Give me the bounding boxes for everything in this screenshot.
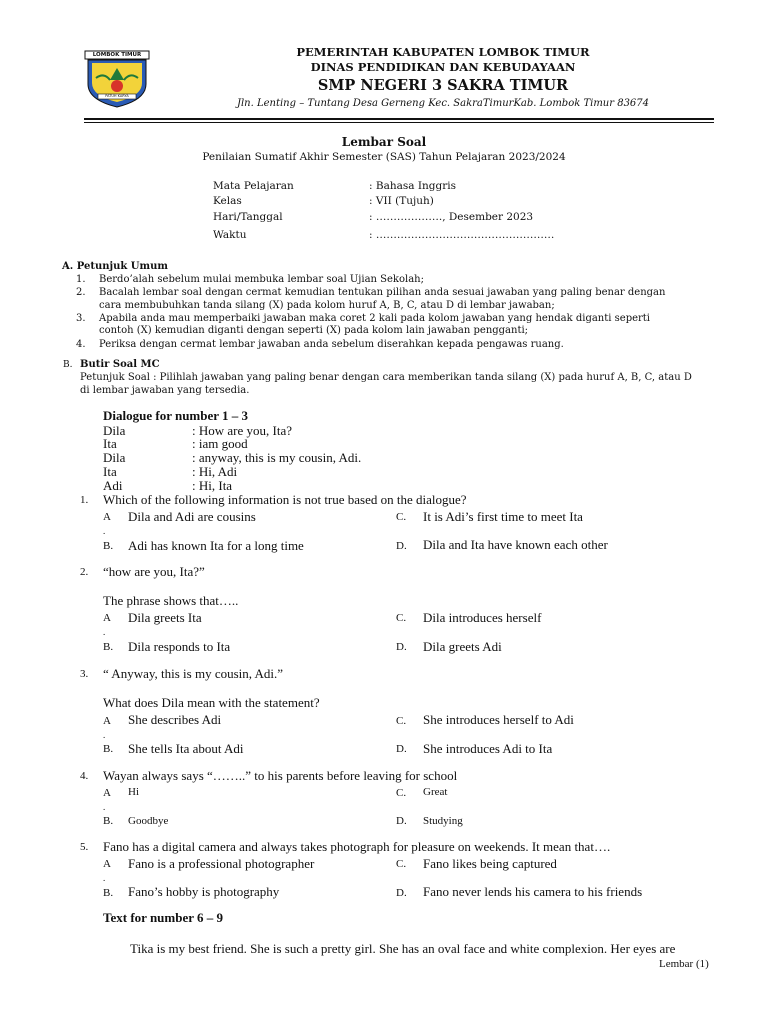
option-dot: .	[103, 873, 106, 883]
department-name: DINAS PENDIDIKAN DAN KEBUDAYAAN	[310, 60, 576, 74]
instruction-text: cara membubuhkan tanda silang (X) pada kolom huruf A, B, C, atau D di lembar jawaban;	[99, 300, 555, 311]
dialogue-speaker: Dila	[103, 450, 126, 465]
info-value: : ……………………………………………	[369, 229, 555, 241]
option-b[interactable]: Fano’s hobby is photography	[128, 884, 280, 899]
option-letter: B.	[103, 540, 114, 552]
dialogue-line: : iam good	[192, 436, 248, 451]
instruction-text: Bacalah lembar soal dengan cermat kemudian tentukan pilihan anda sesuai jawaban yang paling benar dengan	[99, 287, 666, 298]
option-letter: B.	[103, 743, 114, 755]
instruction-number: 1.	[76, 274, 86, 285]
option-c[interactable]: Dila introduces herself	[423, 610, 542, 625]
section-b-instruction: Petunjuk Soal : Pilihlah jawaban yang paling benar dengan cara memberikan tanda silang (X) pada huruf A, B, C, atau D	[80, 372, 692, 383]
dialogue-line: : Hi, Ita	[192, 478, 233, 493]
option-letter: B.	[103, 815, 114, 827]
info-value: : Bahasa Inggris	[369, 180, 456, 192]
exam-subtitle: Penilaian Sumatif Akhir Semester (SAS) Tahun Pelajaran 2023/2024	[202, 151, 566, 163]
option-b[interactable]: Goodbye	[128, 815, 169, 827]
question-stem: “ Anyway, this is my cousin, Adi.”	[103, 666, 284, 681]
info-label: Kelas	[213, 195, 242, 207]
option-letter: D.	[396, 641, 407, 653]
dialogue-speaker: Adi	[103, 478, 123, 493]
logo-label: LOMBOK TIMUR	[92, 52, 142, 58]
option-b[interactable]: Dila responds to Ita	[128, 639, 231, 654]
dialogue-heading: Dialogue for number 1 – 3	[103, 408, 249, 423]
dialogue-line: : anyway, this is my cousin, Adi.	[192, 450, 362, 465]
option-letter: D.	[396, 540, 407, 552]
option-a[interactable]: She describes Adi	[128, 712, 222, 727]
instruction-text: contoh (X) kemudian diganti dengan seperti (X) pada kolom lain jawaban pengganti;	[99, 325, 529, 336]
dialogue-speaker: Dila	[103, 423, 126, 438]
section-a-heading: A. Petunjuk Umum	[62, 261, 168, 272]
option-dot: .	[103, 802, 106, 812]
instruction-text: Periksa dengan cermat lembar jawaban anda sebelum diserahkan kepada pengawas ruang.	[99, 339, 564, 350]
option-letter: D.	[396, 887, 407, 899]
question-stem: Wayan always says “……..” to his parents before leaving for school	[103, 768, 458, 783]
option-b[interactable]: She tells Ita about Adi	[128, 741, 244, 756]
option-letter: A	[103, 511, 111, 523]
government-name: PEMERINTAH KABUPATEN LOMBOK TIMUR	[296, 45, 590, 59]
instruction-number: 4.	[76, 339, 86, 350]
option-dot: .	[103, 526, 106, 536]
option-letter: C.	[396, 511, 407, 523]
option-letter: A	[103, 787, 111, 799]
reading-paragraph: Tika is my best friend. She is such a pretty girl. She has an oval face and white complexion. Her eyes are	[130, 941, 676, 956]
dialogue-speaker: Ita	[103, 436, 117, 451]
text-heading: Text for number 6 – 9	[103, 910, 224, 925]
logo-banner: PATUH KARYA	[105, 94, 129, 98]
question-number: 5.	[80, 841, 89, 853]
school-address: Jln. Lenting – Tuntang Desa Gerneng Kec. SakraTimurKab. Lombok Timur 83674	[236, 98, 650, 109]
option-d[interactable]: Fano never lends his camera to his friends	[423, 884, 643, 899]
option-letter: C.	[396, 612, 407, 624]
option-d[interactable]: Dila greets Adi	[423, 639, 502, 654]
option-letter: A	[103, 612, 111, 624]
option-dot: .	[103, 730, 106, 740]
page-footer: Lembar (1)	[659, 958, 709, 970]
option-c[interactable]: Great	[423, 786, 448, 798]
option-a[interactable]: Hi	[128, 786, 139, 798]
option-letter: A	[103, 858, 111, 870]
section-b-heading: Butir Soal MC	[80, 359, 160, 370]
option-b[interactable]: Adi has known Ita for a long time	[128, 538, 304, 553]
option-a[interactable]: Dila greets Ita	[128, 610, 202, 625]
question-number: 1.	[80, 494, 89, 506]
question-stem: Fano has a digital camera and always takes photograph for pleasure on weekends. It mean that….	[103, 839, 611, 854]
question-stem: Which of the following information is not true based on the dialogue?	[103, 492, 467, 507]
option-letter: C.	[396, 787, 407, 799]
question-prompt: What does Dila mean with the statement?	[103, 695, 320, 710]
option-d[interactable]: Dila and Ita have known each other	[423, 537, 608, 552]
option-letter: D.	[396, 743, 407, 755]
instruction-text: Apabila anda mau memperbaiki jawaban maka coret 2 kali pada kolom jawaban yang hendak diganti seperti	[99, 313, 651, 324]
info-label: Hari/Tanggal	[213, 211, 283, 223]
option-a[interactable]: Dila and Adi are cousins	[128, 509, 256, 524]
dialogue-line: : Hi, Adi	[192, 464, 238, 479]
section-b-letter: B.	[63, 360, 73, 370]
dialogue-speaker: Ita	[103, 464, 117, 479]
section-b-instruction: di lembar jawaban yang tersedia.	[80, 385, 250, 396]
question-number: 2.	[80, 566, 89, 578]
option-c[interactable]: It is Adi’s first time to meet Ita	[423, 509, 583, 524]
header-rule-thin	[84, 122, 714, 123]
instruction-number: 3.	[76, 313, 86, 324]
header-rule-thick	[84, 118, 714, 120]
option-c[interactable]: Fano likes being captured	[423, 856, 557, 871]
question-number: 4.	[80, 770, 89, 782]
instruction-text: Berdo’alah sebelum mulai membuka lembar soal Ujian Sekolah;	[99, 274, 424, 285]
instruction-number: 2.	[76, 287, 86, 298]
option-letter: C.	[396, 858, 407, 870]
option-dot: .	[103, 627, 106, 637]
option-letter: A	[103, 715, 111, 727]
option-letter: B.	[103, 641, 114, 653]
option-letter: C.	[396, 715, 407, 727]
dialogue-line: : How are you, Ita?	[192, 423, 292, 438]
info-label: Waktu	[213, 229, 247, 241]
info-label: Mata Pelajaran	[213, 180, 294, 192]
info-value: : VII (Tujuh)	[369, 195, 434, 207]
question-prompt: The phrase shows that…..	[103, 593, 239, 608]
option-c[interactable]: She introduces herself to Adi	[423, 712, 574, 727]
option-d[interactable]: Studying	[423, 815, 463, 827]
school-name: SMP NEGERI 3 SAKRA TIMUR	[317, 77, 569, 94]
option-a[interactable]: Fano is a professional photographer	[128, 856, 315, 871]
option-letter: D.	[396, 815, 407, 827]
question-number: 3.	[80, 668, 89, 680]
info-value: : ………………., Desember 2023	[369, 211, 534, 223]
question-stem: “how are you, Ita?”	[103, 564, 205, 579]
option-letter: B.	[103, 887, 114, 899]
option-d[interactable]: She introduces Adi to Ita	[423, 741, 553, 756]
page-title: Lembar Soal	[341, 135, 427, 149]
